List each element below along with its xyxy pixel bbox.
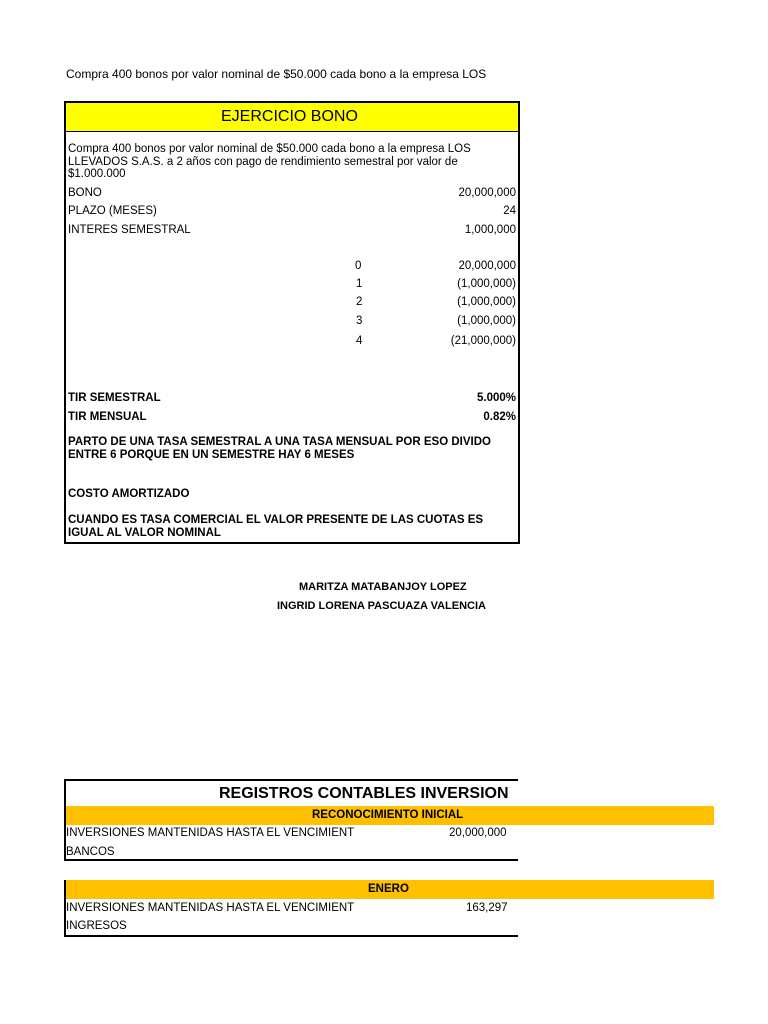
account-row: INGRESOS bbox=[66, 920, 127, 932]
exercise-box bbox=[64, 101, 520, 544]
header-text: Compra 400 bonos por valor nominal de $50.000 cada bono a la empresa LOS bbox=[66, 67, 487, 81]
row-label-plazo: PLAZO (MESES) bbox=[68, 205, 157, 217]
note-valor-presente: CUANDO ES TASA COMERCIAL EL VALOR PRESENTE DE LAS CUOTAS ES IGUAL AL VALOR NOMINAL bbox=[68, 514, 484, 539]
cash-flow-value: (1,000,000) bbox=[457, 296, 516, 308]
section-header-enero: ENERO bbox=[66, 880, 714, 899]
note-tasa: PARTO DE UNA TASA SEMESTRAL A UNA TASA MENSUAL POR ESO DIVIDO ENTRE 6 PORQUE EN UN SEMESTRE HAY 6 MESES bbox=[68, 436, 491, 461]
exercise-title-bar bbox=[66, 103, 518, 132]
tir-mensual-value: 0.82% bbox=[483, 411, 516, 423]
tir-semestral-label: TIR SEMESTRAL bbox=[68, 392, 161, 404]
cash-flow-value: (21,000,000) bbox=[450, 335, 516, 347]
section-header-reconocimiento: RECONOCIMIENTO INICIAL bbox=[66, 806, 714, 825]
row-label-interes: INTERES SEMESTRAL bbox=[68, 224, 191, 236]
row-value-plazo: 24 bbox=[503, 205, 516, 217]
exercise-title: EJERCICIO BONO bbox=[221, 108, 358, 125]
cash-flow-value: 20,000,000 bbox=[458, 260, 516, 272]
costo-amortizado-label: COSTO AMORTIZADO bbox=[68, 488, 190, 500]
row-value-bono: 20,000,000 bbox=[458, 187, 516, 199]
tir-semestral-value: 5.000% bbox=[476, 392, 516, 404]
cash-flow-period: 3 bbox=[356, 315, 363, 327]
cash-flow-period: 0 bbox=[355, 260, 362, 272]
cash-flow-value: (1,000,000) bbox=[457, 315, 516, 327]
cash-flow-period: 1 bbox=[356, 278, 363, 290]
reg-top-border bbox=[64, 779, 518, 781]
account-value: 20,000,000 bbox=[449, 827, 507, 839]
account-row: INVERSIONES MANTENIDAS HASTA EL VENCIMIENT bbox=[66, 902, 355, 914]
cash-flow-period: 4 bbox=[356, 335, 363, 347]
enero-bottom-border bbox=[64, 935, 518, 937]
account-row: BANCOS bbox=[66, 846, 115, 858]
tir-mensual-label: TIR MENSUAL bbox=[68, 411, 147, 423]
row-label-bono: BONO bbox=[68, 187, 102, 199]
exercise-description: Compra 400 bonos por valor nominal de $50.000 cada bono a la empresa LOS LLEVADOS S.A.S. a 2 años con pago de rendimiento semestral por valor de $1.000.000 bbox=[68, 143, 471, 180]
account-row: INVERSIONES MANTENIDAS HASTA EL VENCIMIENT bbox=[66, 827, 355, 839]
reg-bottom-border bbox=[64, 859, 518, 861]
registros-title: REGISTROS CONTABLES INVERSION bbox=[219, 785, 509, 802]
cash-flow-period: 2 bbox=[356, 296, 363, 308]
row-value-interes: 1,000,000 bbox=[464, 224, 516, 236]
cash-flow-value: (1,000,000) bbox=[457, 278, 516, 290]
account-value: 163,297 bbox=[466, 902, 508, 914]
